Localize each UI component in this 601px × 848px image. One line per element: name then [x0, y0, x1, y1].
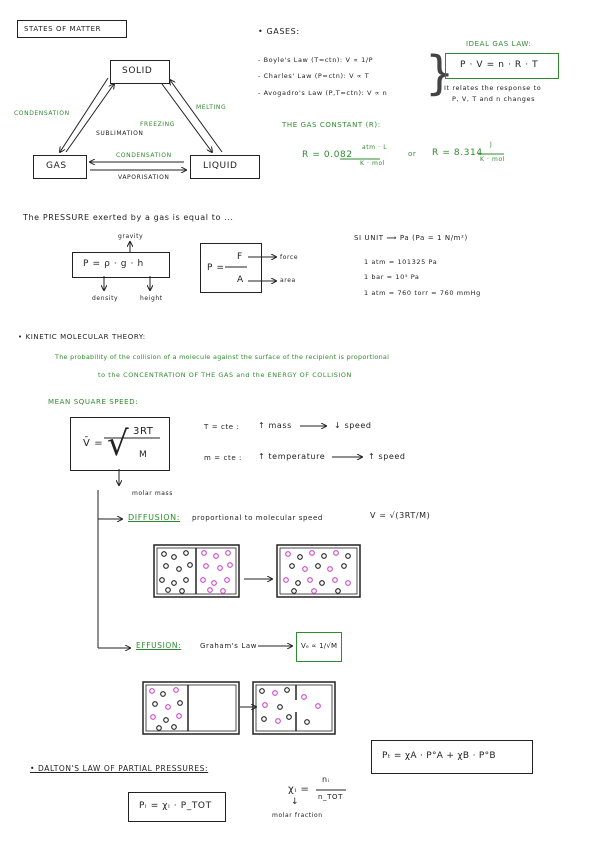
- pt-formula: Pₜ = χA · P°A + χB · P°B: [382, 751, 496, 761]
- density-label: density: [92, 295, 119, 302]
- conv-atm-pa: 1 atm = 101325 Pa: [364, 258, 438, 266]
- gravity-label: gravity: [118, 233, 144, 240]
- sqrt-sign: √: [107, 424, 129, 464]
- gas-constant-title: THE GAS CONSTANT (R):: [282, 121, 381, 129]
- mss-title: MEAN SQUARE SPEED:: [48, 398, 139, 406]
- pfa-num: F: [237, 252, 243, 262]
- r2-lhs: R = 8.314: [432, 148, 483, 158]
- boyle-law: - Boyle's Law (T=ctn): V ∝ 1/P: [258, 56, 374, 64]
- page-title: STATES OF MATTER: [24, 25, 102, 33]
- pfa-lhs: P =: [207, 263, 225, 273]
- pfa-den: A: [237, 275, 244, 285]
- rho-formula: P = ρ · g · h: [83, 259, 144, 269]
- molar-fraction-label: molar fraction: [272, 812, 323, 819]
- pi-formula: Pᵢ = χᵢ · P_TOT: [139, 801, 212, 811]
- r1-num: atm · L: [362, 144, 388, 151]
- solid-label: SOLID: [122, 66, 153, 76]
- diffusion-text: proportional to molecular speed: [192, 514, 323, 522]
- r2-num: J: [490, 141, 493, 148]
- ideal-gas-title: IDEAL GAS LAW:: [466, 40, 532, 48]
- freezing-label: FREEZING: [140, 121, 176, 128]
- area-label: area: [280, 277, 296, 284]
- diffusion-v: V = √(3RT/M): [370, 511, 431, 520]
- chi-den: n_TOT: [318, 793, 343, 801]
- chi-lhs: χᵢ =: [288, 784, 310, 795]
- tcte-mass: ↑ mass: [258, 421, 292, 430]
- melting-label: MELTING: [196, 104, 227, 111]
- ideal-note-1: It relates the response to: [444, 84, 542, 92]
- dalton-heading: • DALTON'S LAW OF PARTIAL PRESSURES:: [30, 764, 209, 773]
- condensation-bottom-label: CONDENSATION: [116, 152, 172, 159]
- kinetic-line-2: to the CONCENTRATION OF THE GAS and the ENERGY OF COLLISION: [98, 371, 352, 379]
- height-label: height: [140, 295, 163, 302]
- charles-law: - Charles' Law (P=ctn): V ∝ T: [258, 72, 370, 80]
- tcte-lhs: T = cte :: [204, 423, 240, 431]
- r2-den: K · mol: [480, 156, 506, 163]
- conv-bar-pa: 1 bar = 10⁵ Pa: [364, 273, 420, 281]
- condensation-left-label: CONDENSATION: [14, 110, 70, 117]
- v-num: 3RT: [133, 426, 154, 437]
- liquid-label: LIQUID: [203, 161, 238, 171]
- r1-lhs: R = 0.082: [302, 150, 353, 160]
- mcte-temperature: ↑ temperature: [258, 452, 326, 461]
- force-label: force: [280, 254, 299, 261]
- gases-heading: • GASES:: [258, 27, 300, 36]
- graham-formula: Vₑ ∝ 1/√M: [301, 642, 338, 650]
- pressure-sentence: The PRESSURE exerted by a gas is equal to ...: [23, 213, 234, 222]
- mcte-speed: ↑ speed: [368, 452, 406, 461]
- kinetic-line-1: The probability of the collision of a molecule against the surface of the recipient is proportional: [55, 353, 390, 361]
- kinetic-heading: • KINETIC MOLECULAR THEORY:: [18, 333, 146, 341]
- r1-den: K · mol: [360, 160, 386, 167]
- diffusion-label: DIFFUSION:: [128, 513, 180, 522]
- v-lhs: V̄ =: [83, 438, 104, 449]
- sublimation-label: SUBLIMATION: [96, 130, 144, 137]
- down-arrow-icon: ↓: [291, 797, 300, 807]
- r-or: or: [408, 150, 417, 158]
- chi-num: nᵢ: [322, 775, 330, 784]
- vaporisation-label: VAPORISATION: [118, 174, 170, 181]
- conv-atm-torr: 1 atm = 760 torr = 760 mmHg: [364, 289, 481, 297]
- si-unit: SI UNIT ⟹ Pa (Pa = 1 N/m²): [354, 234, 468, 242]
- ideal-note-2: P, V, T and n changes: [452, 95, 536, 103]
- avogadro-law: - Avogadro's Law (P,T=ctn): V ∝ n: [258, 89, 388, 97]
- gas-label: GAS: [46, 161, 67, 171]
- effusion-label: EFFUSION:: [136, 641, 182, 650]
- effusion-text: Graham's Law: [200, 642, 258, 650]
- mcte-lhs: m = cte :: [204, 454, 243, 462]
- molar-mass-label: molar mass: [132, 490, 174, 497]
- tcte-speed: ↓ speed: [334, 421, 372, 430]
- laws-brace: }: [425, 46, 455, 100]
- ideal-gas-formula: P · V = n · R · T: [460, 60, 539, 70]
- v-den: M: [139, 450, 148, 460]
